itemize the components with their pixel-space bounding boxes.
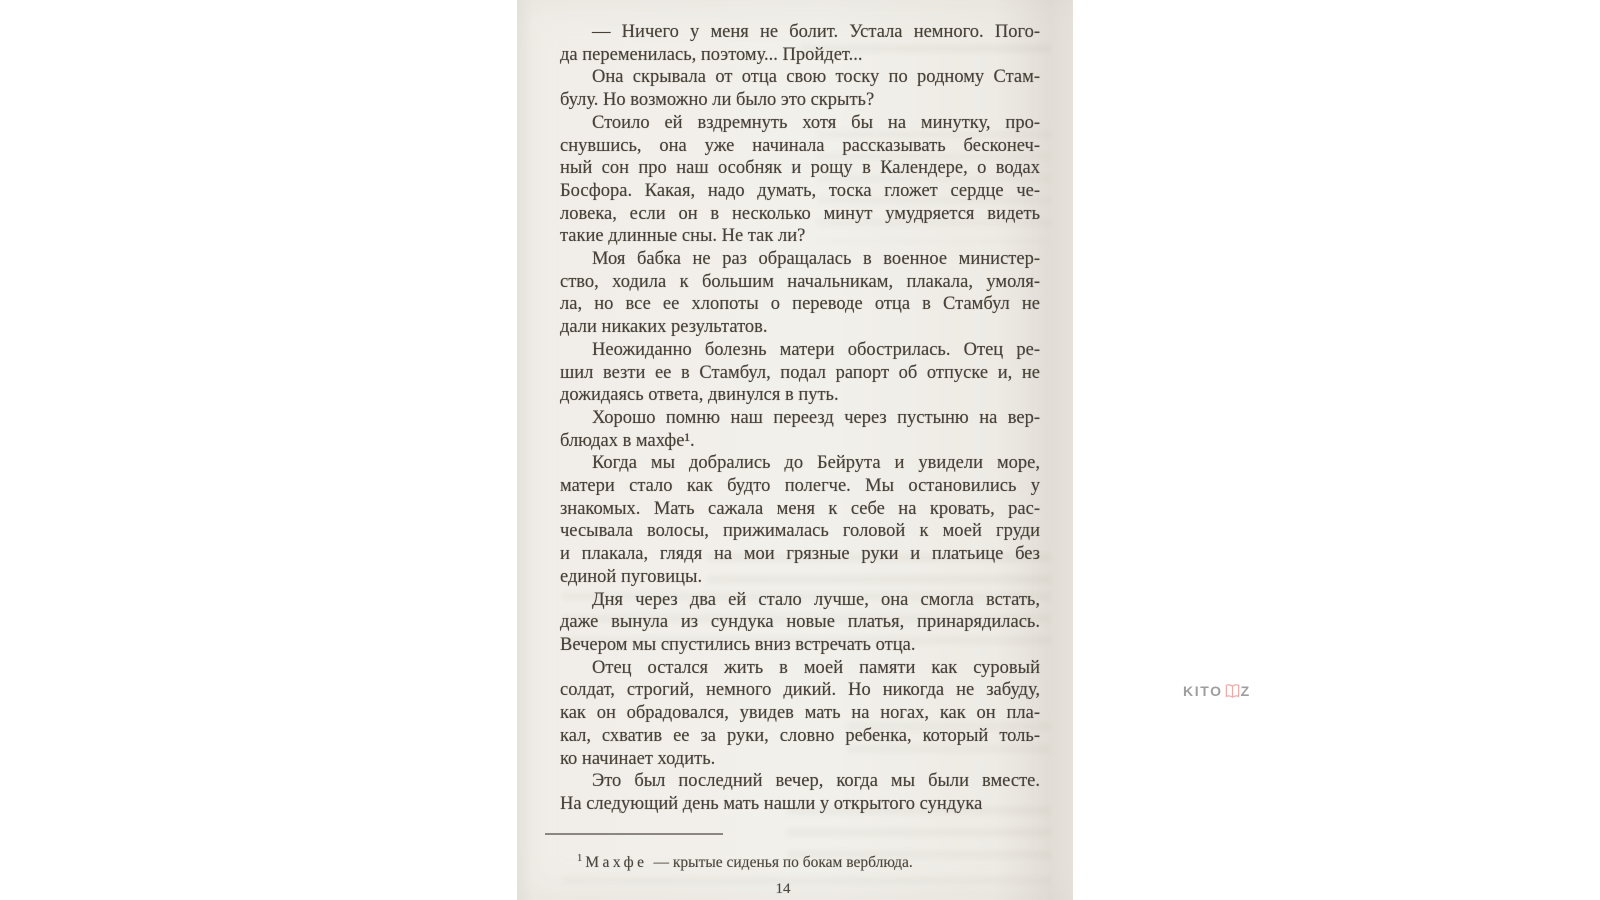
text-line: Хорошо помню наш переезд через пустыню на вер- xyxy=(592,407,1040,428)
page-number: 14 xyxy=(775,881,791,897)
text-line: булу. Но возможно ли было это скрыть? xyxy=(560,90,875,111)
text-line: ла, но все ее хлопоты о переводе отца в Стамбул не xyxy=(560,294,1040,315)
watermark-text-left: KITO xyxy=(1183,683,1223,699)
text-line: Стоило ей вздремнуть хотя бы на минутку, про- xyxy=(592,112,1040,133)
text-line: даже вынула из сундука новые платья, принарядилась. xyxy=(560,612,1040,633)
open-book-icon xyxy=(1225,683,1240,700)
text-line: и плакала, глядя на мои грязные руки и платьице без xyxy=(560,544,1040,565)
watermark xyxy=(1183,682,1251,700)
text-line: шил везти ее в Стамбул, подал рапорт об отпуске и, не xyxy=(560,362,1040,383)
footnote-term: Махфе xyxy=(585,854,648,872)
text-line: Дня через два ей стало лучше, она смогла встать, xyxy=(592,589,1040,610)
text-line: матери стало как будто полегче. Мы остановились у xyxy=(560,476,1040,497)
text-line: кал, схватив ее за руки, словно ребенка, который толь- xyxy=(560,725,1040,746)
text-line: как он обрадовался, увидев мать на ногах, как он пла- xyxy=(560,703,1040,724)
text-line: ко начинает ходить. xyxy=(560,748,716,769)
text-line: такие длинные сны. Не так ли? xyxy=(560,226,806,247)
text-line: Когда мы добрались до Бейрута и увидели море, xyxy=(592,453,1040,474)
text-line: Отец остался жить в моей памяти как суровый xyxy=(592,657,1040,678)
text-line: — Ничего у меня не болит. Устала немного. Пого- xyxy=(592,22,1040,42)
text-line: чесывала волосы, прижималась головой к моей груди xyxy=(560,521,1040,542)
text-line: Вечером мы спустились вниз встречать отца. xyxy=(560,634,916,655)
text-line: Босфора. Какая, надо думать, тоска гложет сердце че- xyxy=(560,180,1040,201)
text-line: Это был последний вечер, когда мы были вместе. xyxy=(592,771,1040,792)
text-line: Моя бабка не раз обращалась в военное министер- xyxy=(592,249,1040,270)
text-line: ство, ходила к большим начальникам, плакала, умоля- xyxy=(560,271,1040,292)
text-line: На следующий день мать нашли у открытого сундука xyxy=(560,793,983,814)
watermark-text-right: Z xyxy=(1240,683,1251,699)
text-line: знакомых. Мать сажала меня к себе на кровать, рас- xyxy=(560,498,1040,519)
footnote xyxy=(560,849,1057,873)
text-line: Неожиданно болезнь матери обострилась. Отец ре- xyxy=(592,339,1040,360)
footnote-definition: — крытые сиденья по бокам верблюда. xyxy=(653,854,913,872)
text-line: дали никаких результатов. xyxy=(560,317,768,338)
text-line: ловека, если он в несколько минут умудряется видеть xyxy=(560,203,1040,224)
text-line: снувшись, она уже начинала рассказывать бесконеч- xyxy=(560,135,1040,156)
text-line: блюдах в махфе¹. xyxy=(560,430,695,451)
page-text xyxy=(560,21,1040,816)
text-line: солдат, строгий, немного дикий. Но никогда не забуду, xyxy=(560,680,1040,701)
text-line: дожидаясь ответа, двинулся в путь. xyxy=(560,385,839,406)
book-page xyxy=(517,0,1073,900)
footnote-divider xyxy=(545,833,723,835)
footnote-marker: 1 xyxy=(577,853,583,864)
text-line: ный сон про наш особняк и рощу в Календере, о водах xyxy=(560,158,1040,179)
text-line: Она скрывала от отца свою тоску по родному Стам- xyxy=(592,67,1040,88)
text-line: единой пуговицы. xyxy=(560,566,703,587)
text-line: да переменилась, поэтому... Пройдет... xyxy=(560,44,863,65)
